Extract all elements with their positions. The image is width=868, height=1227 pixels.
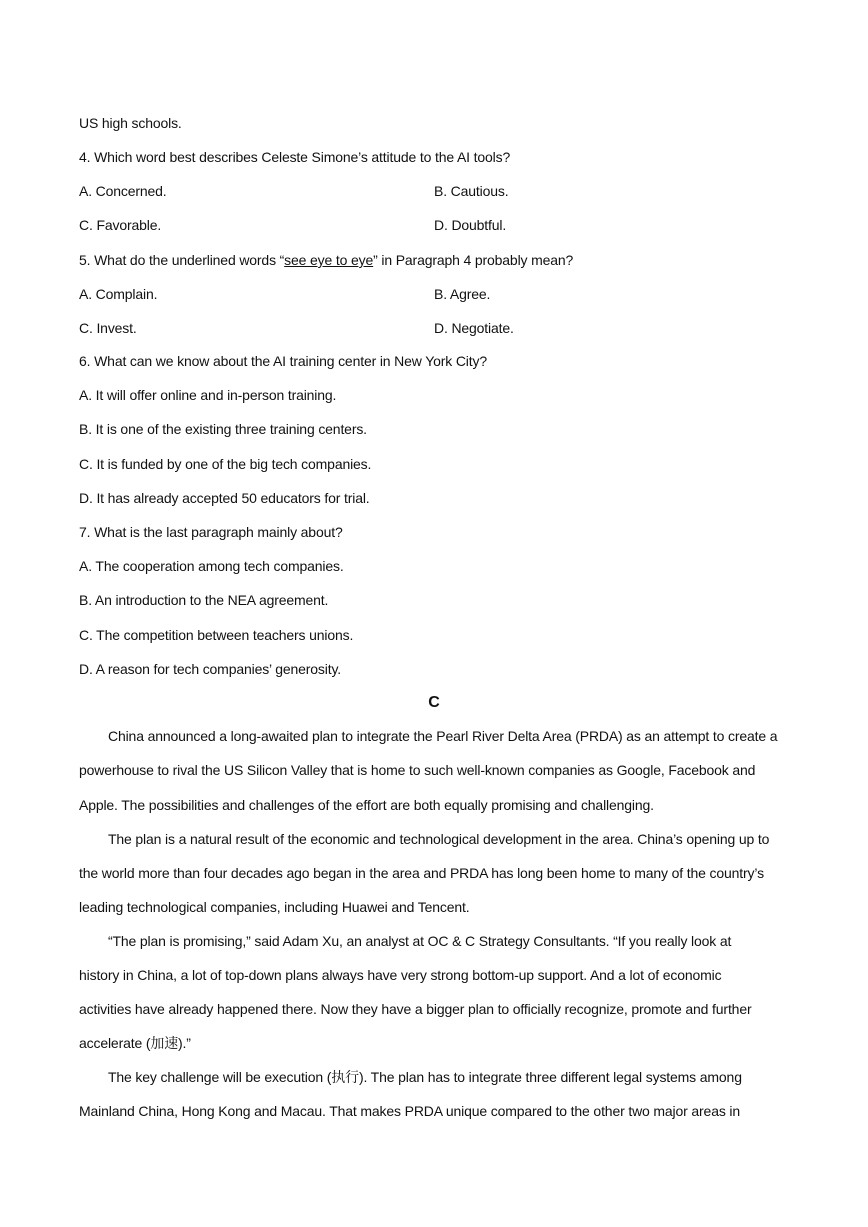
question-5-stem-after: ” in Paragraph 4 probably mean? bbox=[373, 252, 574, 268]
paragraph-2-line-1: The plan is a natural result of the economic and technological development in the area. China’s opening up to bbox=[108, 831, 770, 847]
question-5-option-c: C. Invest. bbox=[79, 320, 137, 336]
question-4-option-b: B. Cautious. bbox=[434, 183, 509, 199]
question-4-option-d: D. Doubtful. bbox=[434, 217, 507, 233]
question-4-option-c: C. Favorable. bbox=[79, 217, 162, 233]
question-5-option-b: B. Agree. bbox=[434, 286, 491, 302]
question-4-option-a: A. Concerned. bbox=[79, 183, 167, 199]
paragraph-2-line-2: the world more than four decades ago began in the area and PRDA has long been home to many of the country’s bbox=[79, 865, 764, 881]
paragraph-2-line-3: leading technological companies, including Huawei and Tencent. bbox=[79, 899, 470, 915]
question-6-option-b: B. It is one of the existing three training centers. bbox=[79, 421, 367, 437]
question-7-option-c: C. The competition between teachers unions. bbox=[79, 627, 354, 643]
question-5-stem bbox=[79, 251, 573, 269]
paragraph-3-line-3: activities have already happened there. Now they have a bigger plan to officially recognize, promote and further bbox=[79, 1001, 752, 1017]
question-5-stem-before: 5. What do the underlined words “ bbox=[79, 252, 285, 268]
paragraph-3-line-1: “The plan is promising,” said Adam Xu, an analyst at OC & C Strategy Consultants. “If you really look at bbox=[108, 933, 732, 949]
question-5-option-a: A. Complain. bbox=[79, 286, 158, 302]
paragraph-1-line-1: China announced a long-awaited plan to integrate the Pearl River Delta Area (PRDA) as an attempt to create a bbox=[108, 728, 778, 744]
section-heading: C bbox=[428, 694, 440, 711]
question-7-option-b: B. An introduction to the NEA agreement. bbox=[79, 592, 329, 608]
question-6-option-d: D. It has already accepted 50 educators for trial. bbox=[79, 490, 370, 506]
paragraph-3-line-4: accelerate (加速).” bbox=[79, 1035, 191, 1051]
question-7-option-d: D. A reason for tech companies’ generosity. bbox=[79, 661, 342, 677]
question-5-option-d: D. Negotiate. bbox=[434, 320, 514, 336]
paragraph-1-line-3: Apple. The possibilities and challenges of the effort are both equally promising and challenging. bbox=[79, 797, 654, 813]
paragraph-4-line-2: Mainland China, Hong Kong and Macau. That makes PRDA unique compared to the other two major areas in bbox=[79, 1103, 741, 1119]
question-6-option-c: C. It is funded by one of the big tech companies. bbox=[79, 456, 372, 472]
passage-tail: US high schools. bbox=[79, 115, 182, 131]
question-4-stem: 4. Which word best describes Celeste Simone’s attitude to the AI tools? bbox=[79, 149, 511, 165]
question-6-option-a: A. It will offer online and in-person training. bbox=[79, 387, 337, 403]
question-7-option-a: A. The cooperation among tech companies. bbox=[79, 558, 344, 574]
question-7-stem: 7. What is the last paragraph mainly about? bbox=[79, 524, 343, 540]
question-6-stem: 6. What can we know about the AI training center in New York City? bbox=[79, 353, 487, 369]
paragraph-3-line-2: history in China, a lot of top-down plans always have very strong bottom-up support. And a lot of economic bbox=[79, 967, 722, 983]
paragraph-1-line-2: powerhouse to rival the US Silicon Valley that is home to such well-known companies as Google, Facebook and bbox=[79, 762, 756, 778]
paragraph-4-line-1: The key challenge will be execution (执行). The plan has to integrate three different legal systems among bbox=[108, 1069, 742, 1085]
underlined-phrase: see eye to eye bbox=[284, 252, 374, 268]
